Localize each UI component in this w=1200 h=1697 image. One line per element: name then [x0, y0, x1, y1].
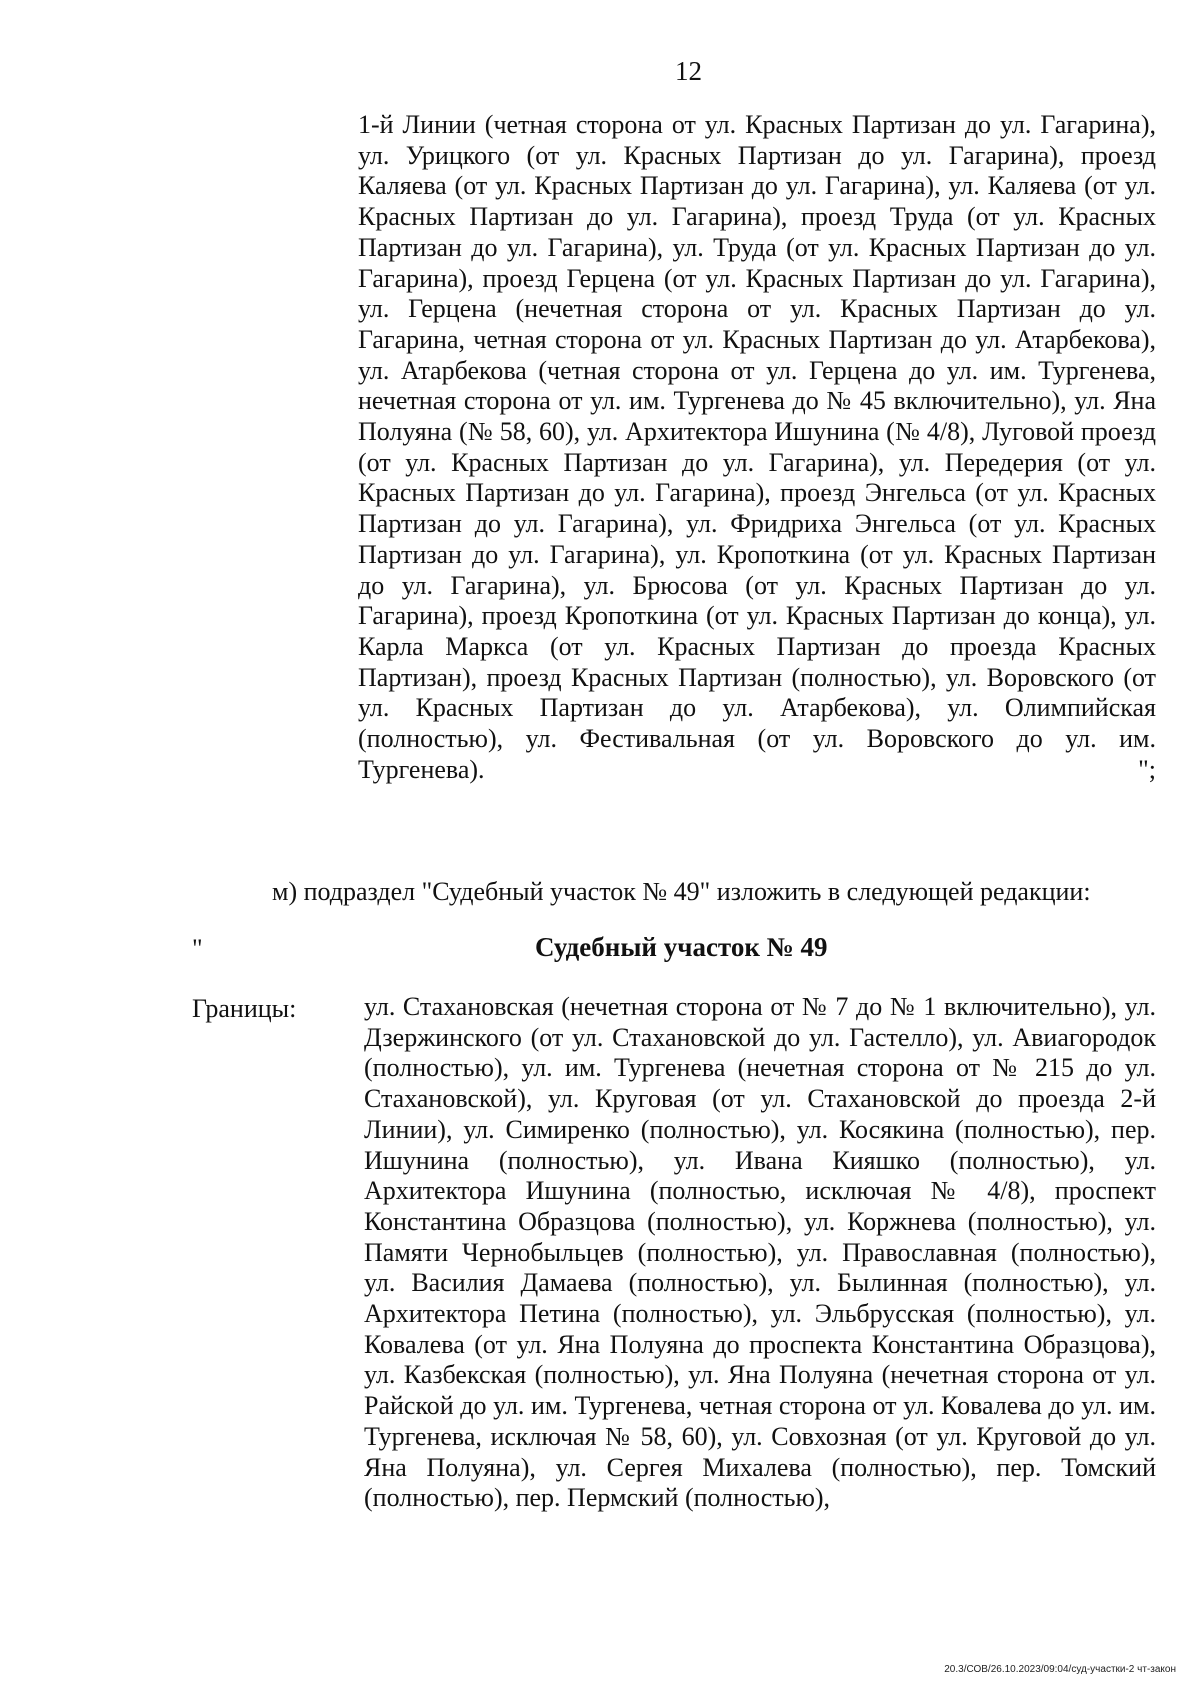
continuation-text: 1-й Линии (четная сторона от ул. Красных Партизан до ул. Гагарина), ул. Урицкого (от ул. Красных Партизан до ул. Гагарина), проезд Каляева (от ул. Красных Партизан до ул. Гагарина), ул. Каляева (от ул. Красных Партизан до ул. Гагарина), проезд Труда (от ул. Красных Партизан до ул. Гагарина), ул. Труда (от ул. Красных Партизан до ул. Гагарина), проезд Герцена (от ул. Красных Партизан до ул. Гагарина), ул. Герцена (нечетная сторона от ул. Красных Партизан до ул. Гагарина, четная сторона от ул. Красных Партизан до ул. Атарбекова), ул. Атарбекова (четная сторона от ул. Герцена до ул. им. Тургенева, нечетная сторона от ул. им. Тургенева до № 45 включительно), ул. Яна Полуяна (№ 58, 60), ул. Архитектора Ишунина (№ 4/8), Луговой проезд (от ул. Красных Партизан до ул. Гагарина), ул. Передерия (от ул. Красных Партизан до ул. Гагарина), проезд Энгельса (от ул. Красных Партизан до ул. Гагарина), ул. Фридриха Энгельса (от ул. Красных Партизан до ул. Гагарина), ул. Кропоткина (от ул. Красных Партизан до ул. Гагарина), ул. Брюсова (от ул. Красных Партизан до ул. Гагарина), проезд Кропоткина (от ул. Красных Партизан до конца), ул. Карла Маркса (от ул. Красных Партизан до проезда Красных Партизан), проезд Красных Партизан (полностью), ул. Воровского (от ул. Красных Партизан до ул. Атарбекова), ул. Олимпийская (полностью), ул. Фестивальная (от ул. Воровского до ул. им. Тургенева). [358, 110, 1156, 784]
closing-quote: "; [1138, 754, 1156, 784]
document-footer-code: 20.3/СОВ/26.10.2023/09:04/суд-участки-2 чт-закон [944, 1664, 1176, 1675]
section-title: Судебный участок № 49 [535, 932, 828, 962]
borders-text: ул. Стахановская (нечетная сторона от № 7 до № 1 включительно), ул. Дзержинского (от ул. Стахановской до ул. Гастелло), ул. Авиагородок (полностью), ул. им. Тургенева (нечетная сторона от № 215 до ул. Стахановской), ул. Круговая (от ул. Стахановской до проезда 2-й Линии), ул. Симиренко (полностью), ул. Косякина (полностью), пер. Ишунина (полностью), ул. Ивана Кияшко (полностью), ул. Архитектора Ишунина (полностью, исключая № 4/8), проспект Константина Образцова (полностью), ул. Коржнева (полностью), ул. Памяти Чернобыльцев (полностью), ул. Православная (полностью), ул. Василия Дамаева (полностью), ул. Былинная (полностью), ул. Архитектора Петина (полностью), ул. Эльбрусская (полностью), ул. Ковалева (от ул. Яна Полуяна до проспекта Константина Образцова), ул. Казбекская (полностью), ул. Яна Полуяна (нечетная сторона от ул. Райской до ул. им. Тургенева, четная сторона от ул. Ковалева до ул. им. Тургенева, исключая № 58, 60), ул. Совхозная (от ул. Круговой до ул. Яна Полуяна), ул. Сергея Михалева (полностью), пер. Томский (полностью), пер. Пермский (полностью), [364, 992, 1156, 1513]
borders-paragraph [364, 992, 1156, 1514]
continuation-paragraph [358, 110, 1156, 785]
opening-quote: " [192, 934, 203, 963]
page-number: 12 [675, 56, 702, 86]
borders-label: Границы: [192, 994, 297, 1023]
amendment-instruction: м) подраздел "Судебный участок № 49" изложить в следующей редакции: [272, 877, 1091, 906]
